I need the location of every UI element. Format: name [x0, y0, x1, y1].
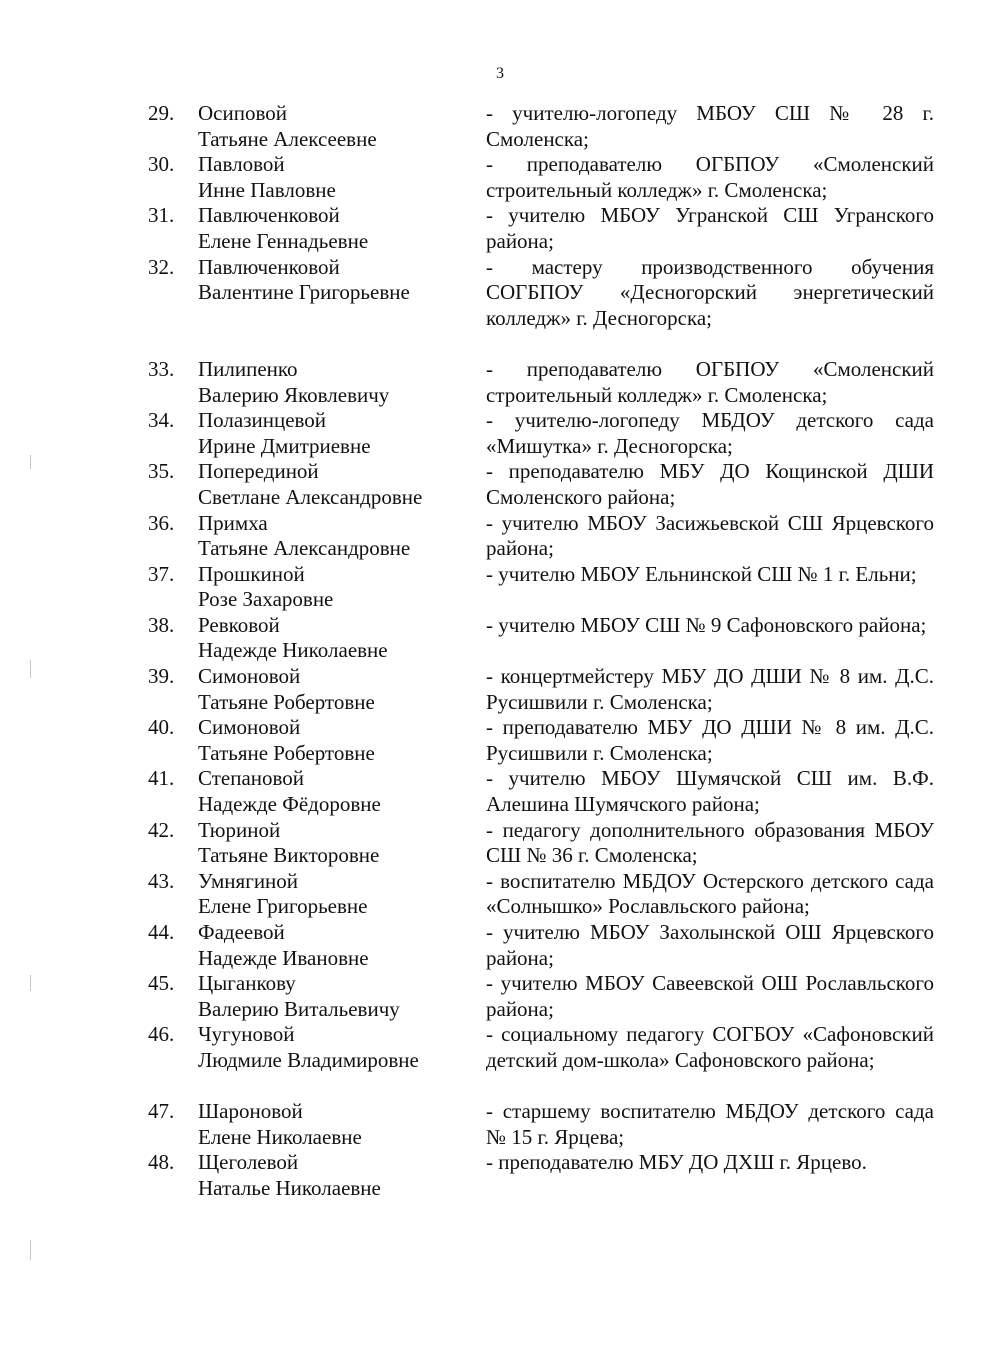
given-names: Татьяне Викторовне — [198, 843, 380, 868]
given-names: Надежде Фёдоровне — [198, 792, 381, 817]
job-position: - учителю МБОУ Ельнинской СШ № 1 г. Ельни; — [486, 561, 917, 586]
given-names: Валентине Григорьевне — [198, 280, 410, 305]
list-item — [148, 715, 934, 766]
job-position: - преподавателю МБУ ДО ДШИ № 8 им. Д.С. Русишвили г. Смоленска; — [486, 715, 934, 765]
item-number: 29. — [148, 101, 175, 125]
job-position: - преподавателю МБУ ДО ДХШ г. Ярцево. — [486, 1150, 867, 1175]
person-name — [198, 1099, 486, 1150]
given-names: Светлане Александровне — [198, 484, 423, 509]
surname: Умнягиной — [198, 868, 299, 893]
job-position: - учителю МБОУ Савеевской ОШ Рославльского района; — [486, 971, 934, 1021]
list-item — [148, 1099, 934, 1150]
given-names: Елене Геннадьевне — [198, 228, 369, 253]
surname: Примха — [198, 510, 268, 535]
list-item — [148, 562, 934, 613]
surname: Прошкиной — [198, 561, 305, 586]
list-item — [148, 255, 934, 332]
surname: Щеголевой — [198, 1150, 299, 1175]
job-position: - учителю МБОУ Захолынской ОШ Ярцевского района; — [486, 920, 934, 970]
list-item — [148, 357, 934, 408]
given-names: Татьяне Александровне — [198, 536, 411, 561]
surname: Павловой — [198, 152, 285, 177]
job-position: - преподавателю ОГБПОУ «Смоленский строительный колледж» г. Смоленска; — [486, 152, 934, 202]
person-name — [198, 869, 486, 920]
item-number: 46. — [148, 1022, 175, 1047]
item-number: 39. — [148, 664, 175, 689]
list-item — [148, 869, 934, 920]
list-item — [148, 408, 934, 459]
item-number: 30. — [148, 152, 175, 177]
item-number: 41. — [148, 766, 175, 791]
surname: Фадеевой — [198, 920, 285, 944]
given-names: Елене Николаевне — [198, 1124, 362, 1149]
item-number: 32. — [148, 254, 175, 279]
job-position: - преподавателю МБУ ДО Кощинской ДШИ Смоленского района; — [486, 459, 934, 509]
given-names: Валерию Яковлевичу — [198, 382, 390, 407]
scan-mark — [30, 455, 31, 469]
list-item — [148, 766, 934, 817]
job-position: - учителю-логопеду МБОУ СШ № 28 г. Смоленска; — [486, 101, 934, 151]
item-number: 42. — [148, 817, 175, 842]
item-number: 43. — [148, 868, 175, 893]
list-item — [148, 511, 934, 562]
person-name — [198, 971, 486, 1022]
person-name — [198, 203, 486, 254]
list-item — [148, 203, 934, 254]
person-name — [198, 255, 486, 332]
surname: Поперединой — [198, 459, 319, 484]
person-name — [198, 511, 486, 562]
job-position: - мастеру производственного обучения СОГБПОУ «Десногорский энергетический колледж» г. Десногорска; — [486, 254, 934, 330]
person-name — [198, 613, 486, 664]
given-names: Валерию Витальевичу — [198, 996, 400, 1021]
list-item — [148, 664, 934, 715]
list-item — [148, 1022, 934, 1073]
person-name — [198, 766, 486, 817]
given-names: Наталье Николаевне — [198, 1175, 381, 1200]
scan-mark — [30, 660, 31, 678]
item-number: 37. — [148, 561, 175, 586]
surname: Полазинцевой — [198, 408, 327, 433]
person-name — [198, 357, 486, 408]
job-position: - учителю МБОУ СШ № 9 Сафоновского района; — [486, 612, 927, 637]
list-item — [148, 613, 934, 664]
given-names: Татьяне Робертовне — [198, 740, 375, 765]
job-position: - концертмейстеру МБУ ДО ДШИ № 8 им. Д.С. Русишвили г. Смоленска; — [486, 664, 934, 714]
given-names: Елене Григорьевне — [198, 894, 368, 919]
surname: Ревковой — [198, 612, 280, 637]
surname: Степановой — [198, 766, 305, 791]
item-number: 40. — [148, 715, 175, 740]
person-name — [198, 818, 486, 869]
item-number: 31. — [148, 203, 175, 228]
person-name — [198, 152, 486, 203]
item-number: 38. — [148, 612, 175, 637]
given-names: Ирине Дмитриевне — [198, 433, 371, 458]
job-position: - социальному педагогу СОГБОУ «Сафоновский детский дом-школа» Сафоновского района; — [486, 1022, 934, 1072]
given-names: Надежде Николаевне — [198, 638, 388, 663]
list-item — [148, 101, 934, 152]
given-names: Татьяне Робертовне — [198, 689, 375, 714]
surname: Чугуновой — [198, 1022, 295, 1047]
item-number: 33. — [148, 356, 175, 381]
surname: Цыганкову — [198, 971, 296, 996]
surname: Павлюченковой — [198, 203, 340, 228]
list-item — [148, 920, 934, 971]
given-names: Надежде Ивановне — [198, 945, 369, 970]
person-name — [198, 101, 486, 152]
item-number: 48. — [148, 1150, 175, 1175]
given-names: Людмиле Владимировне — [198, 1047, 419, 1072]
given-names: Инне Павловне — [198, 177, 336, 202]
item-number: 47. — [148, 1099, 175, 1124]
item-number: 34. — [148, 408, 175, 433]
item-number: 44. — [148, 920, 175, 944]
person-name — [198, 408, 486, 459]
surname: Тюриной — [198, 817, 281, 842]
surname: Симоновой — [198, 715, 301, 740]
list-item — [148, 818, 934, 869]
surname: Симоновой — [198, 664, 301, 689]
person-name — [198, 459, 486, 510]
job-position: - педагогу дополнительного образования МБОУ СШ № 36 г. Смоленска; — [486, 817, 934, 868]
person-name — [198, 1150, 486, 1201]
job-position: - учителю МБОУ Шумячской СШ им. В.Ф. Алешина Шумячского района; — [486, 766, 934, 817]
given-names: Розе Захаровне — [198, 587, 334, 612]
person-name — [198, 1022, 486, 1073]
surname: Павлюченковой — [198, 254, 340, 279]
job-position: - учителю МБОУ Засижьевской СШ Ярцевского района; — [486, 510, 934, 561]
job-position: - преподавателю ОГБПОУ «Смоленский строительный колледж» г. Смоленска; — [486, 356, 934, 407]
page-number: 3 — [496, 65, 504, 82]
list-item — [148, 459, 934, 510]
person-name — [198, 562, 486, 613]
list-item — [148, 971, 934, 1022]
item-number: 36. — [148, 510, 175, 535]
job-position: - учителю-логопеду МБДОУ детского сада «Мишутка» г. Десногорска; — [486, 408, 934, 458]
surname: Пилипенко — [198, 356, 298, 381]
person-name — [198, 664, 486, 715]
list-item — [148, 152, 934, 203]
surname: Шароновой — [198, 1099, 303, 1124]
awardee-list — [148, 101, 934, 1202]
scan-mark — [30, 975, 31, 991]
item-number: 45. — [148, 971, 175, 996]
person-name — [198, 715, 486, 766]
scan-mark — [30, 1240, 31, 1260]
job-position: - воспитателю МБДОУ Остерского детского сада «Солнышко» Рославльского района; — [486, 868, 934, 919]
job-position: - старшему воспитателю МБДОУ детского сада № 15 г. Ярцева; — [486, 1099, 934, 1149]
person-name — [198, 920, 486, 971]
job-position: - учителю МБОУ Угранской СШ Угранского района; — [486, 203, 934, 253]
item-number: 35. — [148, 459, 175, 484]
surname: Осиповой — [198, 101, 287, 125]
given-names: Татьяне Алексеевне — [198, 126, 377, 151]
list-item — [148, 1150, 934, 1201]
